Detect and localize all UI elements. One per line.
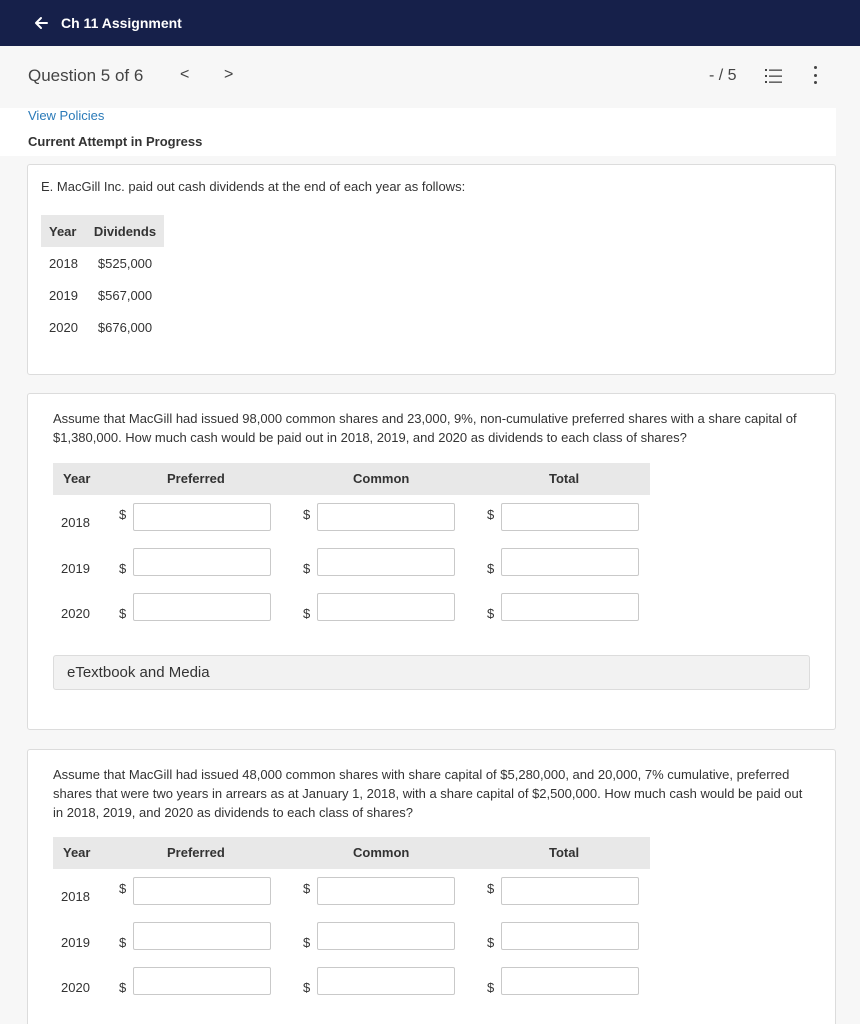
answer-row [53, 967, 651, 997]
dividends-table [41, 215, 164, 343]
view-policies-link[interactable]: View Policies [28, 108, 105, 123]
common-2019-input[interactable] [317, 922, 455, 950]
etextbook-media-button[interactable]: eTextbook and Media [53, 655, 810, 690]
total-2020-input[interactable] [501, 967, 639, 995]
table-row [41, 247, 164, 279]
dividends-cell: $567,000 [97, 287, 153, 303]
currency-symbol: $ [487, 935, 495, 950]
year-header: Year [63, 845, 91, 860]
total-header: Total [549, 471, 580, 486]
total-2019-input[interactable] [501, 548, 639, 576]
table-header-row [41, 215, 164, 247]
question-part-2-card [27, 749, 836, 1024]
dividends-cell: $525,000 [97, 255, 153, 271]
common-2018-input[interactable] [317, 503, 455, 531]
row-year: 2020 [61, 980, 90, 995]
currency-symbol: $ [119, 507, 127, 522]
question-line: Assume that MacGill had issued 98,000 common shares and 23,000, 9%, non-cumulative preferred shares with a share capital of [53, 411, 797, 426]
assignment-title[interactable]: Ch 11 Assignment [61, 15, 182, 31]
answer-row [53, 503, 651, 533]
currency-symbol: $ [119, 606, 127, 621]
dividends-card [27, 164, 836, 375]
common-2019-input[interactable] [317, 548, 455, 576]
column-header: Year [41, 215, 86, 247]
currency-symbol: $ [119, 935, 127, 950]
currency-symbol: $ [119, 881, 127, 896]
year-cell: 2019 [49, 287, 78, 303]
currency-symbol: $ [487, 606, 495, 621]
preferred-header: Preferred [167, 845, 225, 860]
preferred-2018-input[interactable] [133, 503, 271, 531]
row-year: 2020 [61, 606, 90, 621]
table-row [41, 279, 164, 311]
question-line: $1,380,000. How much cash would be paid out in 2018, 2019, and 2020 as dividends to each class of shares? [53, 430, 687, 445]
currency-symbol: $ [303, 881, 311, 896]
dividends-cell: $676,000 [97, 319, 153, 335]
next-question-button[interactable]: > [224, 66, 234, 83]
common-header: Common [353, 471, 410, 486]
currency-symbol: $ [119, 561, 127, 576]
currency-symbol: $ [303, 507, 311, 522]
question-line: shares that were two years in arrears as at January 1, 2018, with a share capital of $2,500,000. How much cash would be paid out [53, 786, 803, 801]
common-2018-input[interactable] [317, 877, 455, 905]
question-score: - / 5 [709, 67, 737, 84]
column-header: Dividends [86, 215, 164, 247]
total-2018-input[interactable] [501, 503, 639, 531]
year-cell: 2018 [49, 255, 78, 271]
currency-symbol: $ [487, 881, 495, 896]
question-text [53, 765, 813, 822]
currency-symbol: $ [487, 507, 495, 522]
answer-row [53, 877, 651, 907]
question-line: Assume that MacGill had issued 48,000 common shares with share capital of $5,280,000, and 20,000, 7% cumulative, preferred [53, 767, 790, 782]
common-2020-input[interactable] [317, 593, 455, 621]
preferred-2020-input[interactable] [133, 593, 271, 621]
currency-symbol: $ [487, 561, 495, 576]
total-2018-input[interactable] [501, 877, 639, 905]
total-header: Total [549, 845, 580, 860]
currency-symbol: $ [303, 606, 311, 621]
preferred-2019-input[interactable] [133, 548, 271, 576]
top-bar [0, 0, 860, 46]
answer-row [53, 548, 651, 578]
preferred-2018-input[interactable] [133, 877, 271, 905]
currency-symbol: $ [303, 561, 311, 576]
preferred-header: Preferred [167, 471, 225, 486]
grid-header [53, 463, 650, 495]
arrow-left-icon[interactable] [33, 15, 51, 31]
currency-symbol: $ [303, 935, 311, 950]
question-bar [0, 46, 860, 108]
year-header: Year [63, 471, 91, 486]
preferred-2019-input[interactable] [133, 922, 271, 950]
preferred-2020-input[interactable] [133, 967, 271, 995]
list-icon[interactable] [765, 68, 783, 84]
question-text [53, 409, 813, 447]
common-header: Common [353, 845, 410, 860]
question-line: in 2018, 2019, and 2020 as dividends to each class of shares? [53, 805, 413, 820]
question-counter: Question 5 of 6 [28, 66, 144, 85]
row-year: 2018 [61, 889, 90, 904]
total-2020-input[interactable] [501, 593, 639, 621]
question-part-1-card [27, 393, 836, 730]
row-year: 2019 [61, 561, 90, 576]
grid-header [53, 837, 650, 869]
answer-row [53, 593, 651, 623]
row-year: 2019 [61, 935, 90, 950]
year-cell: 2020 [49, 319, 78, 335]
total-2019-input[interactable] [501, 922, 639, 950]
problem-intro: E. MacGill Inc. paid out cash dividends at the end of each year as follows: [41, 179, 466, 194]
currency-symbol: $ [303, 980, 311, 995]
more-vertical-icon[interactable] [814, 66, 818, 84]
attempt-status: Current Attempt in Progress [28, 134, 203, 149]
currency-symbol: $ [119, 980, 127, 995]
currency-symbol: $ [487, 980, 495, 995]
answer-row [53, 922, 651, 952]
common-2020-input[interactable] [317, 967, 455, 995]
row-year: 2018 [61, 515, 90, 530]
prev-question-button[interactable]: < [180, 66, 190, 83]
table-row [41, 311, 164, 343]
